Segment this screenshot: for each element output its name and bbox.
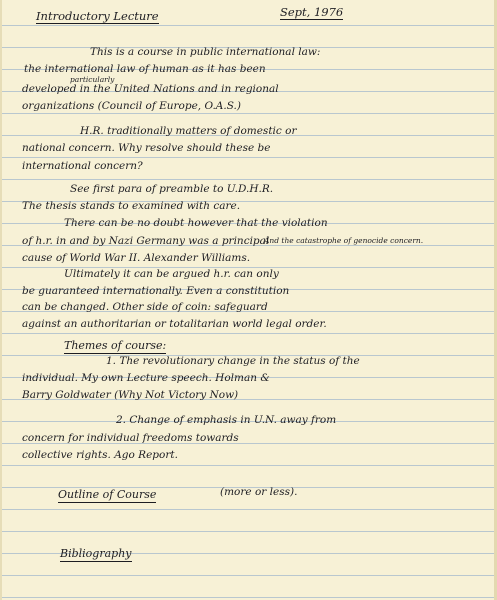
theme-1-line: 1. The revolutionary change in the status of the — [106, 355, 360, 367]
text-line: H.R. traditionally matters of domestic or — [80, 125, 297, 137]
text-line: developed in the United Nations and in regional — [22, 83, 279, 95]
text-line: the international law of human as it has been — [24, 63, 266, 75]
inserted-word-particularly: particularly — [70, 75, 115, 84]
text-line: international concern? — [22, 160, 143, 172]
text-line: can be changed. Other side of coin: safeguard — [22, 301, 268, 313]
text-line: organizations (Council of Europe, O.A.S.) — [22, 100, 241, 112]
text-line: See first para of preamble to U.D.H.R. — [70, 183, 274, 195]
outline-label: Outline of Course — [58, 488, 157, 501]
theme-1-line: individual. My own Lecture speech. Holman & — [22, 372, 270, 384]
text-line: This is a course in public international law: — [90, 46, 321, 58]
text-line: be guaranteed internationally. Even a constitution — [22, 285, 290, 297]
text-line: There can be no doubt however that the violation — [64, 217, 328, 229]
text-line: Ultimately it can be argued h.r. can only — [64, 268, 279, 280]
inserted-note-genocide: And the catastrophe of genocide concern. — [264, 236, 424, 245]
theme-2-line: 2. Change of emphasis in U.N. away from — [116, 414, 337, 426]
text-line: The thesis stands to examined with care. — [22, 200, 241, 212]
theme-2-line: collective rights. Ago Report. — [22, 449, 178, 461]
bibliography-label: Bibliography — [60, 547, 132, 560]
text-line: of h.r. in and by Nazi Germany was a principal — [22, 235, 270, 247]
theme-2-line: concern for individual freedoms towards — [22, 432, 239, 444]
theme-1-line: Barry Goldwater (Why Not Victory Now) — [22, 389, 239, 401]
text-line: against an authoritarian or totalitarian world legal order. — [22, 318, 327, 330]
text-line: national concern. Why resolve should these be — [22, 142, 271, 154]
themes-heading: Themes of course: — [64, 339, 167, 352]
lecture-title: Introductory Lecture — [36, 9, 159, 23]
lecture-date: Sept, 1976 — [280, 5, 344, 19]
outline-note: (more or less). — [220, 486, 298, 498]
text-line: cause of World War II. Alexander Williams. — [22, 252, 251, 264]
